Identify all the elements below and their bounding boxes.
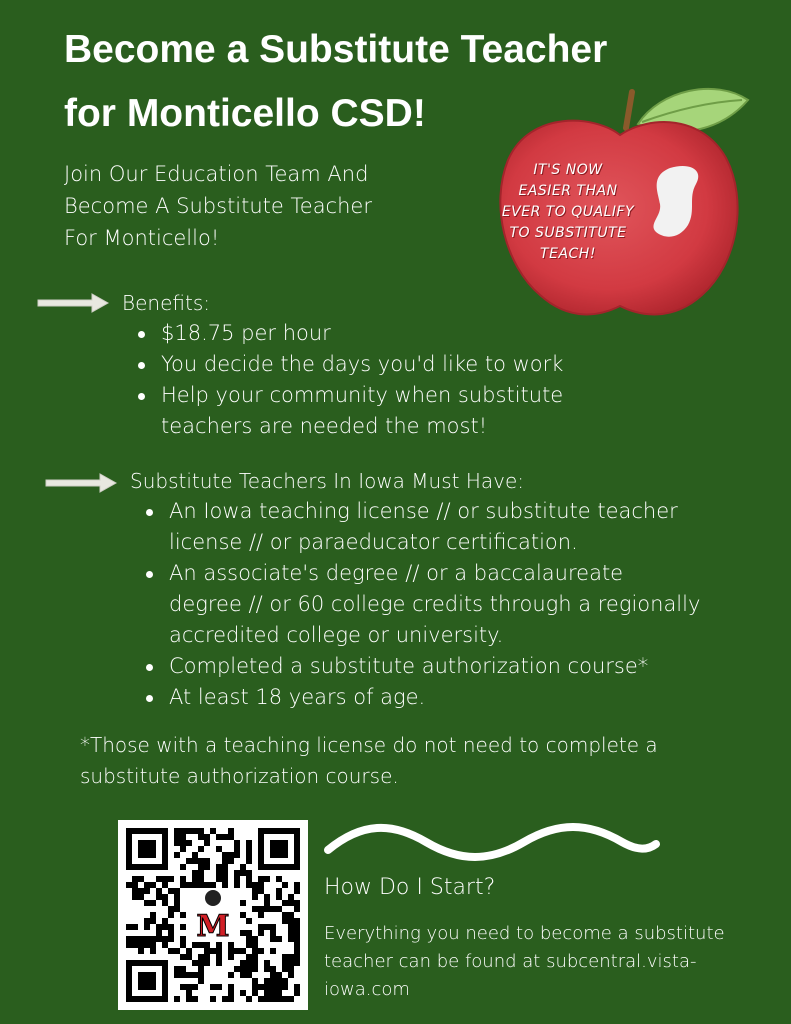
- list-item: Help your community when substitute teachers are needed the most!: [134, 380, 594, 442]
- arrow-right-icon: [44, 472, 118, 494]
- list-item: Completed a substitute authorization course*: [142, 651, 702, 682]
- start-body: Everything you need to become a substitute teacher can be found at subcentral.vista-iowa.com: [324, 923, 725, 1000]
- list-item: You decide the days you'd like to work: [134, 349, 594, 380]
- benefits-list: [134, 318, 594, 442]
- qr-code[interactable]: [118, 820, 308, 1010]
- title-line-1: Become a Substitute Teacher: [64, 28, 608, 71]
- apple-badge-text: [498, 160, 638, 265]
- qr-code-icon: [118, 820, 308, 1010]
- apple-badge-line-4: TO SUBSTITUTE: [509, 225, 627, 241]
- intro-line-1: Join Our Education Team And: [64, 162, 369, 186]
- footnote: *Those with a teaching license do not need to complete a substitute authorization course.: [80, 733, 658, 788]
- wave-divider: [322, 820, 662, 864]
- list-item: $18.75 per hour: [134, 318, 594, 349]
- monticello-logo-letter: M: [196, 909, 230, 944]
- benefits-heading: Benefits:: [122, 291, 210, 315]
- apple-badge-line-5: TEACH!: [540, 246, 596, 262]
- title-line-2: for Monticello CSD!: [64, 92, 426, 135]
- apple-badge-line-3: EVER TO QUALIFY: [501, 204, 635, 220]
- intro-line-2: Become A Substitute Teacher: [64, 194, 372, 218]
- list-item: An Iowa teaching license // or substitute teacher license // or paraeducator certification.: [142, 496, 702, 558]
- apple-badge-line-2: EASIER THAN: [518, 183, 618, 199]
- apple-stem: [626, 92, 632, 128]
- start-heading: How Do I Start?: [324, 875, 496, 900]
- requirements-heading: Substitute Teachers In Iowa Must Have:: [130, 469, 525, 493]
- apple-badge-line-1: IT'S NOW: [533, 162, 603, 178]
- arrow-right-icon: [36, 292, 110, 314]
- list-item: At least 18 years of age.: [142, 682, 702, 713]
- intro-line-3: For Monticello!: [64, 226, 220, 250]
- list-item: An associate's degree // or a baccalaureate degree // or 60 college credits through a regionally accredited college or university.: [142, 558, 702, 651]
- intro-text: [64, 158, 464, 254]
- panther-logo-icon: [205, 890, 221, 906]
- requirements-list: [142, 496, 702, 713]
